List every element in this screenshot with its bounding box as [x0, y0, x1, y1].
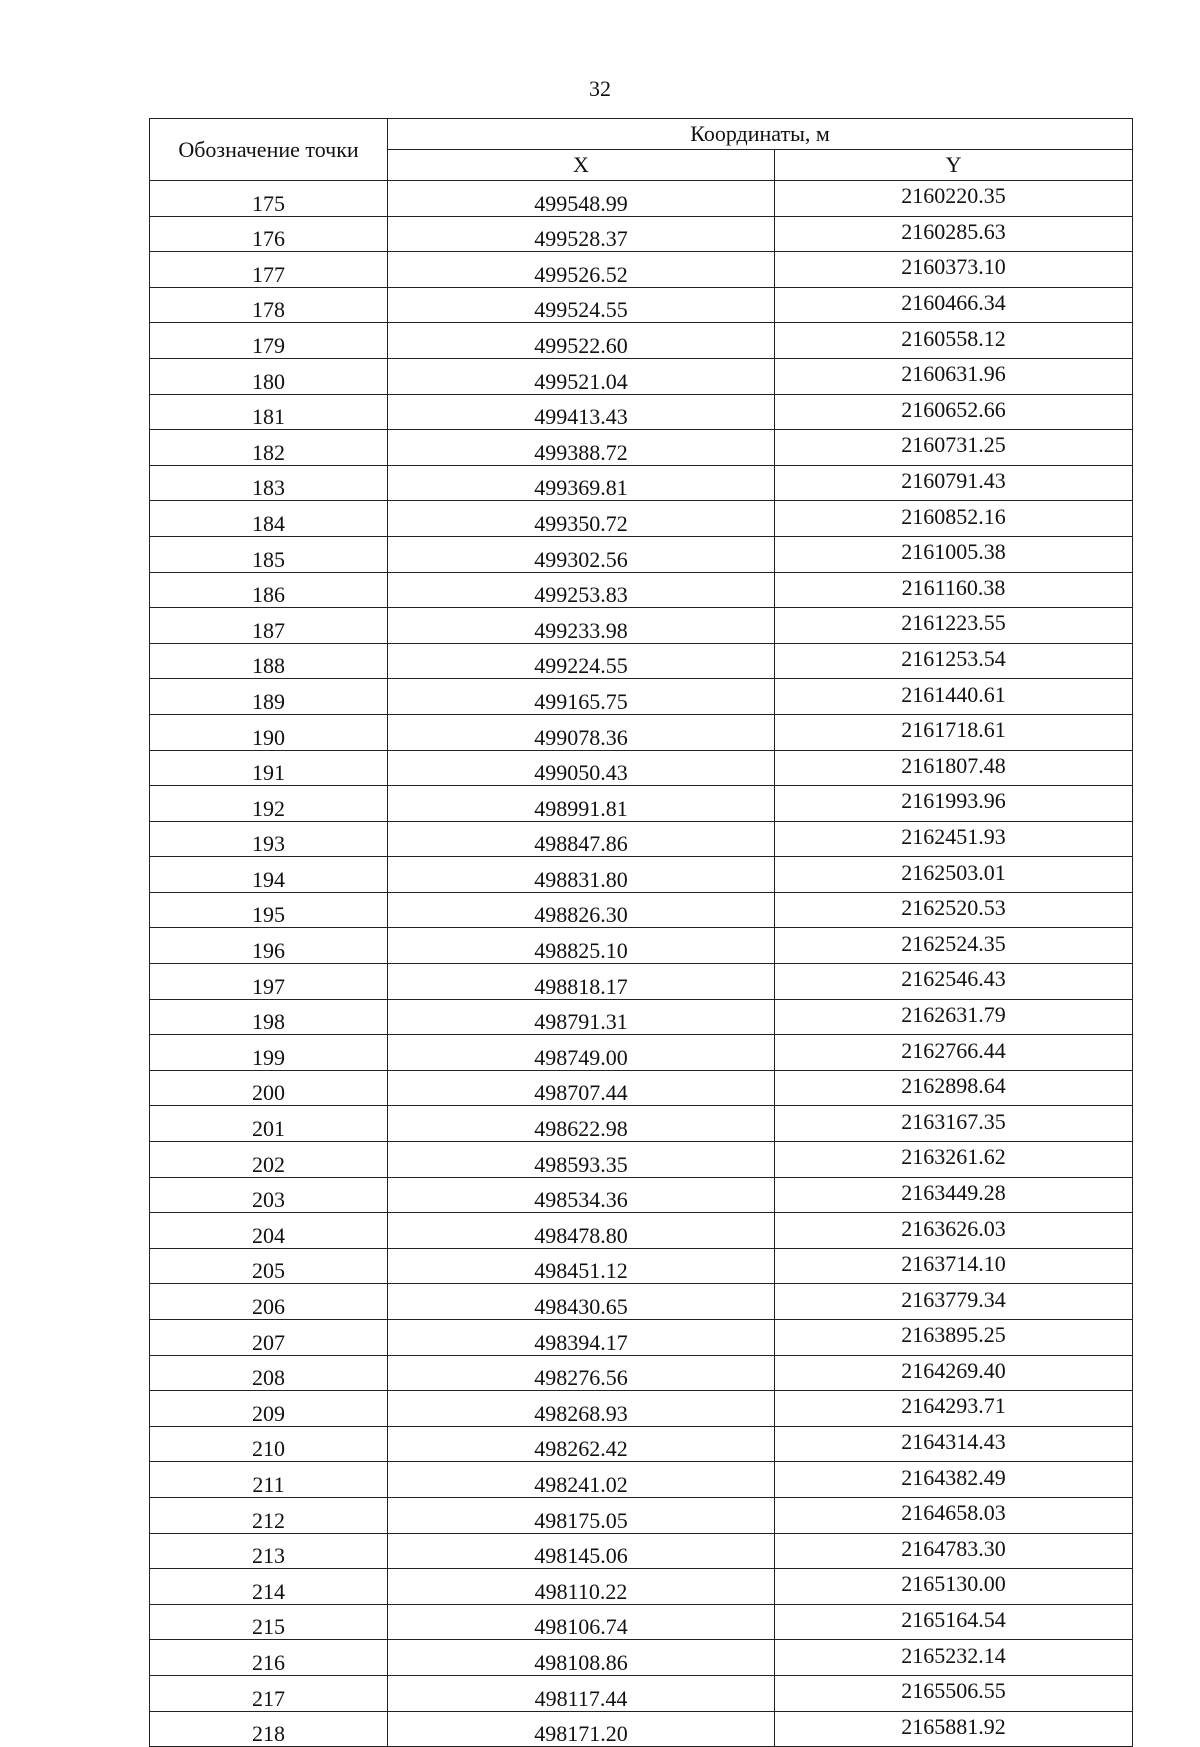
cell-point: 187 [150, 608, 388, 644]
cell-y: 2162520.53 [775, 892, 1133, 928]
cell-y: 2162503.01 [775, 857, 1133, 893]
cell-x: 498430.65 [388, 1284, 775, 1320]
table-row [150, 1106, 1133, 1142]
cell-x: 498534.36 [388, 1177, 775, 1213]
cell-x: 499078.36 [388, 714, 775, 750]
header-x: X [388, 150, 775, 181]
cell-point: 175 [150, 181, 388, 217]
cell-y: 2162451.93 [775, 821, 1133, 857]
cell-y: 2164382.49 [775, 1462, 1133, 1498]
cell-point: 200 [150, 1070, 388, 1106]
cell-y: 2161253.54 [775, 643, 1133, 679]
cell-point: 218 [150, 1711, 388, 1747]
cell-x: 499165.75 [388, 679, 775, 715]
table-row [150, 1711, 1133, 1747]
table-row [150, 1533, 1133, 1569]
cell-point: 193 [150, 821, 388, 857]
cell-point: 199 [150, 1035, 388, 1071]
cell-x: 498175.05 [388, 1497, 775, 1533]
cell-point: 208 [150, 1355, 388, 1391]
table-row [150, 323, 1133, 359]
cell-point: 209 [150, 1391, 388, 1427]
cell-point: 207 [150, 1320, 388, 1356]
cell-x: 499388.72 [388, 430, 775, 466]
cell-x: 498818.17 [388, 964, 775, 1000]
cell-y: 2162631.79 [775, 999, 1133, 1035]
cell-x: 499521.04 [388, 358, 775, 394]
cell-point: 214 [150, 1569, 388, 1605]
cell-x: 499526.52 [388, 252, 775, 288]
table-row [150, 1177, 1133, 1213]
table-row [150, 643, 1133, 679]
header-coordinates: Координаты, м [388, 119, 1133, 150]
table-row [150, 857, 1133, 893]
cell-point: 177 [150, 252, 388, 288]
cell-point: 178 [150, 287, 388, 323]
table-row [150, 964, 1133, 1000]
table-row [150, 786, 1133, 822]
cell-x: 498262.42 [388, 1426, 775, 1462]
cell-point: 216 [150, 1640, 388, 1676]
table-row [150, 1391, 1133, 1427]
cell-y: 2163779.34 [775, 1284, 1133, 1320]
table-row [150, 714, 1133, 750]
cell-x: 498791.31 [388, 999, 775, 1035]
cell-x: 498825.10 [388, 928, 775, 964]
cell-x: 499302.56 [388, 536, 775, 572]
cell-y: 2163261.62 [775, 1142, 1133, 1178]
cell-y: 2161718.61 [775, 714, 1133, 750]
cell-x: 498106.74 [388, 1604, 775, 1640]
table-row [150, 1070, 1133, 1106]
cell-y: 2160791.43 [775, 465, 1133, 501]
cell-y: 2162546.43 [775, 964, 1133, 1000]
cell-point: 184 [150, 501, 388, 537]
cell-x: 498707.44 [388, 1070, 775, 1106]
cell-point: 194 [150, 857, 388, 893]
header-point-designation: Обозначение точки [150, 119, 388, 181]
cell-y: 2163449.28 [775, 1177, 1133, 1213]
table-row [150, 358, 1133, 394]
cell-x: 499522.60 [388, 323, 775, 359]
table-row [150, 536, 1133, 572]
cell-y: 2161223.55 [775, 608, 1133, 644]
cell-y: 2160631.96 [775, 358, 1133, 394]
cell-x: 498108.86 [388, 1640, 775, 1676]
table-row [150, 1035, 1133, 1071]
cell-y: 2160285.63 [775, 216, 1133, 252]
cell-y: 2164269.40 [775, 1355, 1133, 1391]
cell-point: 188 [150, 643, 388, 679]
cell-x: 499233.98 [388, 608, 775, 644]
cell-x: 498749.00 [388, 1035, 775, 1071]
cell-y: 2160852.16 [775, 501, 1133, 537]
cell-y: 2163626.03 [775, 1213, 1133, 1249]
cell-y: 2162898.64 [775, 1070, 1133, 1106]
cell-point: 215 [150, 1604, 388, 1640]
table-row [150, 1426, 1133, 1462]
header-y: Y [775, 150, 1133, 181]
table-row [150, 430, 1133, 466]
table-header [150, 119, 1133, 181]
cell-x: 498171.20 [388, 1711, 775, 1747]
cell-point: 183 [150, 465, 388, 501]
table-row [150, 181, 1133, 217]
table-row [150, 1640, 1133, 1676]
page-number: 32 [589, 76, 611, 101]
cell-point: 185 [150, 536, 388, 572]
table-row [150, 1604, 1133, 1640]
cell-point: 195 [150, 892, 388, 928]
cell-y: 2165130.00 [775, 1569, 1133, 1605]
cell-y: 2164314.43 [775, 1426, 1133, 1462]
cell-point: 217 [150, 1675, 388, 1711]
cell-x: 498478.80 [388, 1213, 775, 1249]
cell-point: 191 [150, 750, 388, 786]
table-row [150, 394, 1133, 430]
table-row [150, 679, 1133, 715]
table-row [150, 1142, 1133, 1178]
cell-point: 210 [150, 1426, 388, 1462]
table-row [150, 1248, 1133, 1284]
cell-y: 2163895.25 [775, 1320, 1133, 1356]
table-row [150, 465, 1133, 501]
table-row [150, 892, 1133, 928]
table-row [150, 501, 1133, 537]
cell-y: 2165232.14 [775, 1640, 1133, 1676]
cell-y: 2165881.92 [775, 1711, 1133, 1747]
table-row [150, 572, 1133, 608]
cell-x: 498241.02 [388, 1462, 775, 1498]
table-row [150, 608, 1133, 644]
cell-y: 2161005.38 [775, 536, 1133, 572]
table-row [150, 216, 1133, 252]
cell-x: 499350.72 [388, 501, 775, 537]
cell-point: 198 [150, 999, 388, 1035]
table-row [150, 821, 1133, 857]
cell-point: 182 [150, 430, 388, 466]
coordinates-table [149, 118, 1133, 1747]
cell-point: 204 [150, 1213, 388, 1249]
cell-y: 2160466.34 [775, 287, 1133, 323]
cell-x: 499253.83 [388, 572, 775, 608]
cell-point: 179 [150, 323, 388, 359]
table-row [150, 750, 1133, 786]
cell-y: 2164658.03 [775, 1497, 1133, 1533]
cell-point: 197 [150, 964, 388, 1000]
table-row [150, 1320, 1133, 1356]
cell-x: 498831.80 [388, 857, 775, 893]
cell-y: 2160652.66 [775, 394, 1133, 430]
cell-point: 186 [150, 572, 388, 608]
cell-point: 213 [150, 1533, 388, 1569]
table-row [150, 928, 1133, 964]
cell-x: 499369.81 [388, 465, 775, 501]
cell-point: 205 [150, 1248, 388, 1284]
cell-y: 2160731.25 [775, 430, 1133, 466]
table-row [150, 999, 1133, 1035]
cell-y: 2161993.96 [775, 786, 1133, 822]
cell-point: 181 [150, 394, 388, 430]
cell-y: 2160373.10 [775, 252, 1133, 288]
cell-point: 176 [150, 216, 388, 252]
table-row [150, 1569, 1133, 1605]
table-body [150, 181, 1133, 1747]
cell-y: 2160220.35 [775, 181, 1133, 217]
table-row [150, 1462, 1133, 1498]
cell-x: 499413.43 [388, 394, 775, 430]
cell-point: 196 [150, 928, 388, 964]
cell-x: 498276.56 [388, 1355, 775, 1391]
cell-y: 2165164.54 [775, 1604, 1133, 1640]
cell-x: 498622.98 [388, 1106, 775, 1142]
cell-x: 498117.44 [388, 1675, 775, 1711]
cell-point: 180 [150, 358, 388, 394]
table-row [150, 1213, 1133, 1249]
cell-x: 498145.06 [388, 1533, 775, 1569]
cell-y: 2162766.44 [775, 1035, 1133, 1071]
cell-y: 2160558.12 [775, 323, 1133, 359]
cell-x: 499050.43 [388, 750, 775, 786]
cell-x: 498451.12 [388, 1248, 775, 1284]
cell-x: 498268.93 [388, 1391, 775, 1427]
cell-point: 190 [150, 714, 388, 750]
cell-point: 206 [150, 1284, 388, 1320]
cell-x: 498826.30 [388, 892, 775, 928]
cell-y: 2161440.61 [775, 679, 1133, 715]
cell-x: 499528.37 [388, 216, 775, 252]
cell-y: 2164783.30 [775, 1533, 1133, 1569]
cell-point: 212 [150, 1497, 388, 1533]
table-row [150, 1284, 1133, 1320]
cell-point: 189 [150, 679, 388, 715]
cell-y: 2163167.35 [775, 1106, 1133, 1142]
cell-x: 498991.81 [388, 786, 775, 822]
cell-point: 202 [150, 1142, 388, 1178]
table-row [150, 1355, 1133, 1391]
cell-y: 2161160.38 [775, 572, 1133, 608]
table-row [150, 1497, 1133, 1533]
cell-point: 203 [150, 1177, 388, 1213]
cell-y: 2163714.10 [775, 1248, 1133, 1284]
cell-x: 498847.86 [388, 821, 775, 857]
cell-x: 499224.55 [388, 643, 775, 679]
cell-x: 498110.22 [388, 1569, 775, 1605]
cell-x: 499524.55 [388, 287, 775, 323]
cell-y: 2161807.48 [775, 750, 1133, 786]
cell-y: 2162524.35 [775, 928, 1133, 964]
cell-x: 498593.35 [388, 1142, 775, 1178]
table-row [150, 287, 1133, 323]
cell-point: 211 [150, 1462, 388, 1498]
table-row [150, 252, 1133, 288]
table-row [150, 1675, 1133, 1711]
cell-point: 201 [150, 1106, 388, 1142]
cell-point: 192 [150, 786, 388, 822]
cell-x: 499548.99 [388, 181, 775, 217]
cell-y: 2164293.71 [775, 1391, 1133, 1427]
cell-x: 498394.17 [388, 1320, 775, 1356]
cell-y: 2165506.55 [775, 1675, 1133, 1711]
